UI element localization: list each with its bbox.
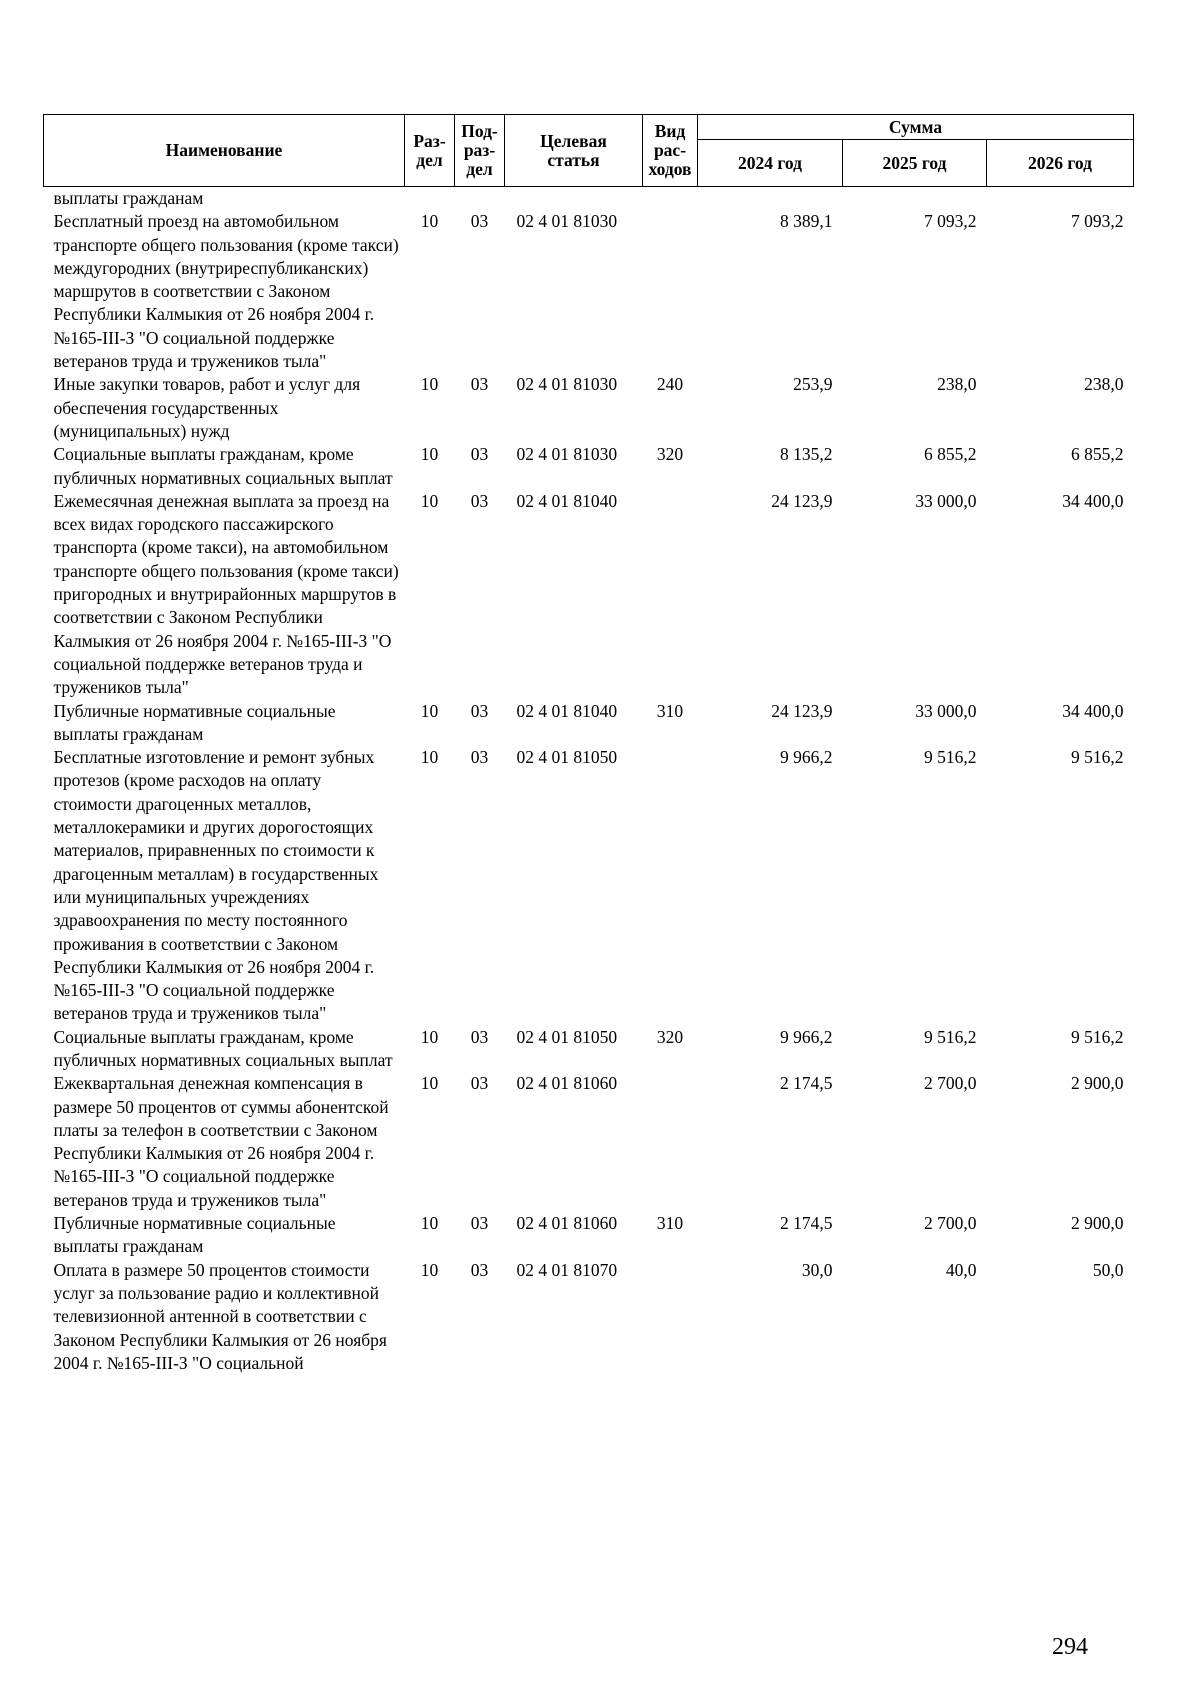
cell-target: 02 4 01 81060 <box>516 1213 618 1234</box>
cell-2026 <box>987 187 1134 211</box>
cell-2026: 2 900,0 <box>1071 1213 1124 1234</box>
cell-podrazdel: 03 <box>470 374 489 395</box>
cell-target: 02 4 01 81040 <box>516 700 618 721</box>
cell-vid: 320 <box>656 1026 684 1047</box>
cell-2024: 9 966,2 <box>780 747 833 768</box>
cell-target: 02 4 01 81030 <box>516 444 618 465</box>
table-row <box>44 700 1134 747</box>
table-row <box>44 373 1134 443</box>
cell-2024: 24 123,9 <box>771 700 833 721</box>
table-row <box>44 210 1134 373</box>
cell-vid: 310 <box>656 700 684 721</box>
cell-2025: 6 855,2 <box>924 444 977 465</box>
cell-vid: 240 <box>656 374 684 395</box>
cell-2024: 30,0 <box>801 1259 833 1280</box>
cell-2025 <box>843 187 987 211</box>
cell-2024: 2 174,5 <box>780 1073 833 1094</box>
cell-2026: 2 900,0 <box>1071 1073 1124 1094</box>
cell-vid: 320 <box>656 444 684 465</box>
cell-2025: 238,0 <box>937 374 977 395</box>
cell-podrazdel: 03 <box>470 1259 489 1280</box>
cell-vid <box>643 210 698 373</box>
header-year-2025: 2025 год <box>843 140 987 187</box>
cell-target: 02 4 01 81070 <box>516 1259 618 1280</box>
cell-2025: 33 000,0 <box>915 490 977 511</box>
cell-2024: 253,9 <box>793 374 833 395</box>
header-summa: Сумма <box>698 115 1134 140</box>
cell-2026: 9 516,2 <box>1071 747 1124 768</box>
cell-2025: 40,0 <box>945 1259 977 1280</box>
cell-2024: 9 966,2 <box>780 1026 833 1047</box>
cell-2025: 9 516,2 <box>924 1026 977 1047</box>
cell-razdel: 10 <box>420 747 439 768</box>
cell-podrazdel: 03 <box>470 211 489 232</box>
cell-name: Оплата в размере 50 процентов стоимости услуг за пользование радио и коллективной телевизионной антенной в соответствии с Законом Республики Калмыкия от 26 ноября 2004 г. №165-III-З "О социальной <box>53 1259 387 1373</box>
cell-name: Социальные выплаты гражданам, кроме публичных нормативных социальных выплат <box>53 444 393 488</box>
cell-name: Публичные нормативные социальные выплаты гражданам <box>53 1213 336 1257</box>
cell-name: выплаты гражданам <box>53 188 204 208</box>
cell-name: Бесплатный проезд на автомобильном транспорте общего пользования (кроме такси) междугородних (внутриреспубликанских) маршрутов в соответствии с Законом Республики Калмыкия от 26 ноября 2004 г. №165-III-З "О социальной поддержке ветеранов труда и тружеников тыла" <box>53 211 399 372</box>
cell-vid <box>643 490 698 700</box>
cell-name: Ежемесячная денежная выплата за проезд на всех видах городского пассажирского транспорта (кроме такси), на автомобильном транспорте общего пользования (кроме такси) пригородных и внутрирайонных маршрутов в соответствии с Законом Республики Калмыкия от 26 ноября 2004 г. №165-III-З "О социальной поддержке ветеранов труда и тружеников тыла" <box>53 490 399 698</box>
header-vid: Вид рас- ходов <box>643 115 698 187</box>
cell-razdel: 10 <box>420 490 439 511</box>
cell-2024: 8 389,1 <box>780 211 833 232</box>
cell-vid <box>643 187 698 211</box>
cell-2026: 34 400,0 <box>1062 490 1124 511</box>
cell-2024: 24 123,9 <box>771 490 833 511</box>
table-row <box>44 1212 1134 1259</box>
cell-target: 02 4 01 81030 <box>516 211 618 232</box>
header-year-2024: 2024 год <box>698 140 843 187</box>
table-body <box>44 187 1134 1376</box>
cell-vid <box>643 746 698 1026</box>
cell-2026: 34 400,0 <box>1062 700 1124 721</box>
cell-2024: 2 174,5 <box>780 1213 833 1234</box>
cell-2025: 7 093,2 <box>924 211 977 232</box>
cell-2026: 238,0 <box>1084 374 1124 395</box>
cell-2025: 2 700,0 <box>924 1073 977 1094</box>
cell-podrazdel: 03 <box>470 747 489 768</box>
cell-2026: 6 855,2 <box>1071 444 1124 465</box>
cell-razdel: 10 <box>420 1073 439 1094</box>
cell-name: Бесплатные изготовление и ремонт зубных протезов (кроме расходов на оплату стоимости драгоценных металлов, металлокерамики и других дорогостоящих материалов, приравненных по стоимости к драгоценным металлам) в государственных или муниципальных учреждениях здравоохранения по месту постоянного проживания в соответствии с Законом Республики Калмыкия от 26 ноября 2004 г. №165-III-З "О социальной поддержке ветеранов труда и тружеников тыла" <box>53 747 379 1024</box>
cell-2025: 33 000,0 <box>915 700 977 721</box>
cell-podrazdel: 03 <box>470 444 489 465</box>
cell-target: 02 4 01 81040 <box>516 490 618 511</box>
cell-razdel: 10 <box>420 1213 439 1234</box>
cell-2026: 50,0 <box>1092 1259 1124 1280</box>
table-row <box>44 443 1134 490</box>
cell-razdel: 10 <box>420 444 439 465</box>
cell-2024: 8 135,2 <box>780 444 833 465</box>
cell-podrazdel: 03 <box>470 1026 489 1047</box>
header-year-2026: 2026 год <box>987 140 1134 187</box>
cell-target: 02 4 01 81050 <box>516 747 618 768</box>
cell-razdel: 10 <box>420 374 439 395</box>
table-row <box>44 1259 1134 1375</box>
cell-vid <box>643 1259 698 1375</box>
budget-table <box>43 114 1134 1375</box>
cell-2025: 2 700,0 <box>924 1213 977 1234</box>
header-name: Наименование <box>44 115 405 187</box>
header-podrazdel: Под- раз- дел <box>455 115 505 187</box>
header-target: Целевая статья <box>505 115 643 187</box>
table-row <box>44 746 1134 1026</box>
cell-name: Ежеквартальная денежная компенсация в размере 50 процентов от суммы абонентской платы за телефон в соответствии с Законом Республики Калмыкия от 26 ноября 2004 г. №165-III-З "О социальной поддержке ветеранов труда и тружеников тыла" <box>53 1073 389 1210</box>
cell-podrazdel: 03 <box>470 1213 489 1234</box>
cell-vid: 310 <box>656 1213 684 1234</box>
table-row <box>44 1072 1134 1212</box>
cell-podrazdel: 03 <box>470 700 489 721</box>
cell-vid <box>643 1072 698 1212</box>
cell-target: 02 4 01 81030 <box>516 374 618 395</box>
cell-razdel: 10 <box>420 1026 439 1047</box>
cell-target <box>505 187 643 211</box>
header-razdel: Раз- дел <box>405 115 455 187</box>
cell-2026: 9 516,2 <box>1071 1026 1124 1047</box>
table-row <box>44 490 1134 700</box>
table-row <box>44 187 1134 211</box>
cell-razdel: 10 <box>420 700 439 721</box>
cell-name: Публичные нормативные социальные выплаты гражданам <box>53 700 336 744</box>
cell-target: 02 4 01 81060 <box>516 1073 618 1094</box>
cell-razdel: 10 <box>420 211 439 232</box>
table-header <box>44 115 1134 187</box>
cell-podrazdel <box>455 187 505 211</box>
cell-razdel: 10 <box>420 1259 439 1280</box>
cell-razdel <box>405 187 455 211</box>
table-row <box>44 1026 1134 1073</box>
cell-2024 <box>698 187 843 211</box>
cell-podrazdel: 03 <box>470 490 489 511</box>
cell-2025: 9 516,2 <box>924 747 977 768</box>
cell-name: Социальные выплаты гражданам, кроме публичных нормативных социальных выплат <box>53 1026 393 1070</box>
page-number: 294 <box>1052 1634 1088 1660</box>
cell-name: Иные закупки товаров, работ и услуг для обеспечения государственных (муниципальных) нужд <box>53 374 361 441</box>
cell-2026: 7 093,2 <box>1071 211 1124 232</box>
cell-podrazdel: 03 <box>470 1073 489 1094</box>
cell-target: 02 4 01 81050 <box>516 1026 618 1047</box>
